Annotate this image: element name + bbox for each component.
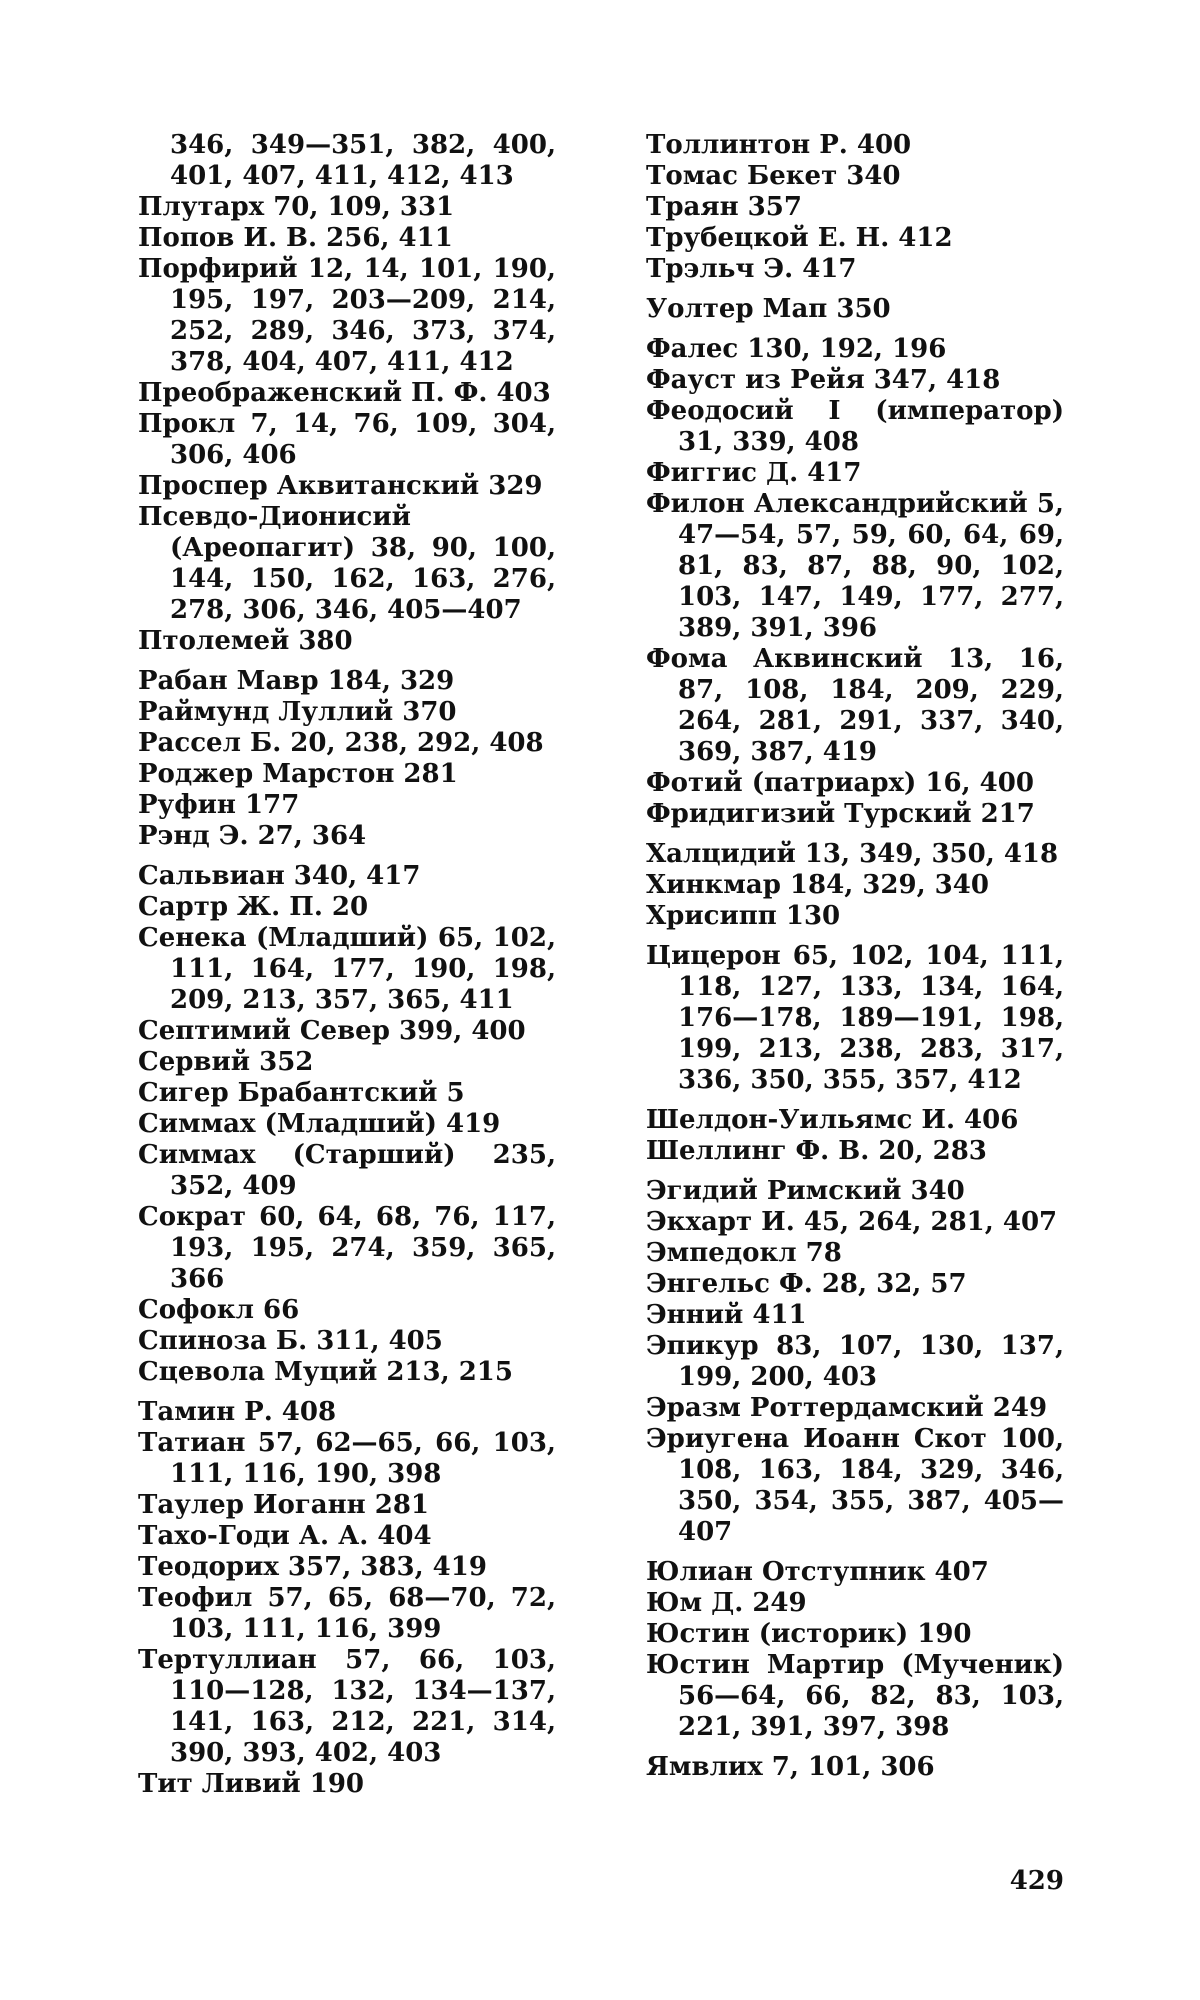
index-column-left: [138, 130, 556, 1800]
index-entry: Рассел Б. 20, 238, 292, 408: [138, 728, 544, 758]
index-entry: Плутарх 70, 109, 331: [138, 192, 455, 222]
index-entry: Экхарт И. 45, 264, 281, 407: [646, 1207, 1058, 1237]
index-entry: Эгидий Римский 340: [646, 1176, 965, 1206]
index-entry: Руфин 177: [138, 790, 300, 820]
index-entry: Фалес 130, 192, 196: [646, 334, 947, 364]
index-entry: Септимий Север 399, 400: [138, 1016, 526, 1046]
index-entry: Теофил 57, 65, 68—70, 72, 103, 111, 116, 399: [138, 1583, 556, 1644]
index-column-right: [646, 130, 1064, 1783]
index-entry: Энний 411: [646, 1300, 807, 1330]
index-entry: Тамин Р. 408: [138, 1397, 337, 1427]
index-entry: Юлиан Отступник 407: [646, 1557, 989, 1587]
index-entry: Тертуллиан 57, 66, 103, 110—128, 132, 134—137, 141, 163, 212, 221, 314, 390, 393, 402, 403: [138, 1645, 556, 1768]
index-entry: Юстин (историк) 190: [646, 1619, 972, 1649]
index-entry: Энгельс Ф. 28, 32, 57: [646, 1269, 967, 1299]
index-entry: Раймунд Луллий 370: [138, 697, 457, 727]
index-entry: Шеллинг Ф. В. 20, 283: [646, 1136, 987, 1166]
index-entry: Цицерон 65, 102, 104, 111, 118, 127, 133, 134, 164, 176—178, 189—191, 198, 199, 213, 238, 283, 317, 336, 350, 355, 357, 412: [646, 941, 1064, 1095]
index-entry: Фауст из Рейя 347, 418: [646, 365, 1001, 395]
index-entry: Феодосий I (император) 31, 339, 408: [646, 396, 1064, 457]
index-entry: Теодорих 357, 383, 419: [138, 1552, 487, 1582]
index-entry: Софокл 66: [138, 1295, 300, 1325]
index-entry: Юстин Мартир (Мученик) 56—64, 66, 82, 83, 103, 221, 391, 397, 398: [646, 1650, 1064, 1742]
index-entry: Эпикур 83, 107, 130, 137, 199, 200, 403: [646, 1331, 1064, 1392]
index-entry: Хрисипп 130: [646, 901, 841, 931]
index-entry: Спиноза Б. 311, 405: [138, 1326, 443, 1356]
index-entry: Симмах (Старший) 235, 352, 409: [138, 1140, 556, 1201]
index-entry: Татиан 57, 62—65, 66, 103, 111, 116, 190, 398: [138, 1428, 556, 1489]
index-entry: Траян 357: [646, 192, 802, 222]
index-entry: Симмах (Младший) 419: [138, 1109, 501, 1139]
index-entry: Тахо-Годи А. А. 404: [138, 1521, 432, 1551]
index-entry: Ямвлих 7, 101, 306: [646, 1752, 935, 1782]
index-entry: Проспер Аквитанский 329: [138, 471, 543, 501]
index-entry: Птолемей 380: [138, 626, 353, 656]
index-entry: Уолтер Мап 350: [646, 294, 891, 324]
index-entry: Сальвиан 340, 417: [138, 861, 421, 891]
index-entry: Рэнд Э. 27, 364: [138, 821, 367, 851]
index-entry: Юм Д. 249: [646, 1588, 807, 1618]
index-entry: Фотий (патриарх) 16, 400: [646, 768, 1034, 798]
index-entry: Сартр Ж. П. 20: [138, 892, 369, 922]
index-entry: Трэльч Э. 417: [646, 254, 857, 284]
index-entry: Фридигизий Турский 217: [646, 799, 1035, 829]
index-entry: Прокл 7, 14, 76, 109, 304, 306, 406: [138, 409, 556, 470]
index-entry: Эразм Роттердамский 249: [646, 1393, 1048, 1423]
index-entry: Сократ 60, 64, 68, 76, 117, 193, 195, 274, 359, 365, 366: [138, 1202, 556, 1294]
index-entry: Фома Аквинский 13, 16, 87, 108, 184, 209, 229, 264, 281, 291, 337, 340, 369, 387, 419: [646, 644, 1064, 767]
index-entry: Таулер Иоганн 281: [138, 1490, 430, 1520]
index-entry: 346, 349—351, 382, 400, 401, 407, 411, 412, 413: [170, 130, 556, 191]
index-entry: Псевдо-Дионисий (Ареопагит) 38, 90, 100, 144, 150, 162, 163, 276, 278, 306, 346, 405—407: [138, 502, 556, 625]
index-entry: Роджер Марстон 281: [138, 759, 458, 789]
index-entry: Сервий 352: [138, 1047, 314, 1077]
index-entry: Эмпедокл 78: [646, 1238, 842, 1268]
index-entry: Хинкмар 184, 329, 340: [646, 870, 989, 900]
index-entry: Филон Александрийский 5, 47—54, 57, 59, 60, 64, 69, 81, 83, 87, 88, 90, 102, 103, 147, 149, 177, 277, 389, 391, 396: [646, 489, 1064, 643]
index-entry: Сигер Брабантский 5: [138, 1078, 465, 1108]
index-entry: Шелдон-Уильямс И. 406: [646, 1105, 1019, 1135]
index-entry: Тит Ливий 190: [138, 1769, 365, 1799]
index-entry: Преображенский П. Ф. 403: [138, 378, 551, 408]
index-entry: Фиггис Д. 417: [646, 458, 862, 488]
index-entry: Трубецкой Е. Н. 412: [646, 223, 953, 253]
index-entry: Томас Бекет 340: [646, 161, 901, 191]
index-entry: Рабан Мавр 184, 329: [138, 666, 455, 696]
index-entry: Порфирий 12, 14, 101, 190, 195, 197, 203—209, 214, 252, 289, 346, 373, 374, 378, 404, 407, 411, 412: [138, 254, 556, 377]
index-entry: Халцидий 13, 349, 350, 418: [646, 839, 1059, 869]
page-number: 429: [1009, 1866, 1064, 1896]
index-entry: Эриугена Иоанн Скот 100, 108, 163, 184, 329, 346, 350, 354, 355, 387, 405—407: [646, 1424, 1064, 1547]
index-entry: Сцевола Муций 213, 215: [138, 1357, 513, 1387]
index-entry: Попов И. В. 256, 411: [138, 223, 453, 253]
index-entry: Сенека (Младший) 65, 102, 111, 164, 177, 190, 198, 209, 213, 357, 365, 411: [138, 923, 556, 1015]
index-entry: Толлинтон Р. 400: [646, 130, 912, 160]
